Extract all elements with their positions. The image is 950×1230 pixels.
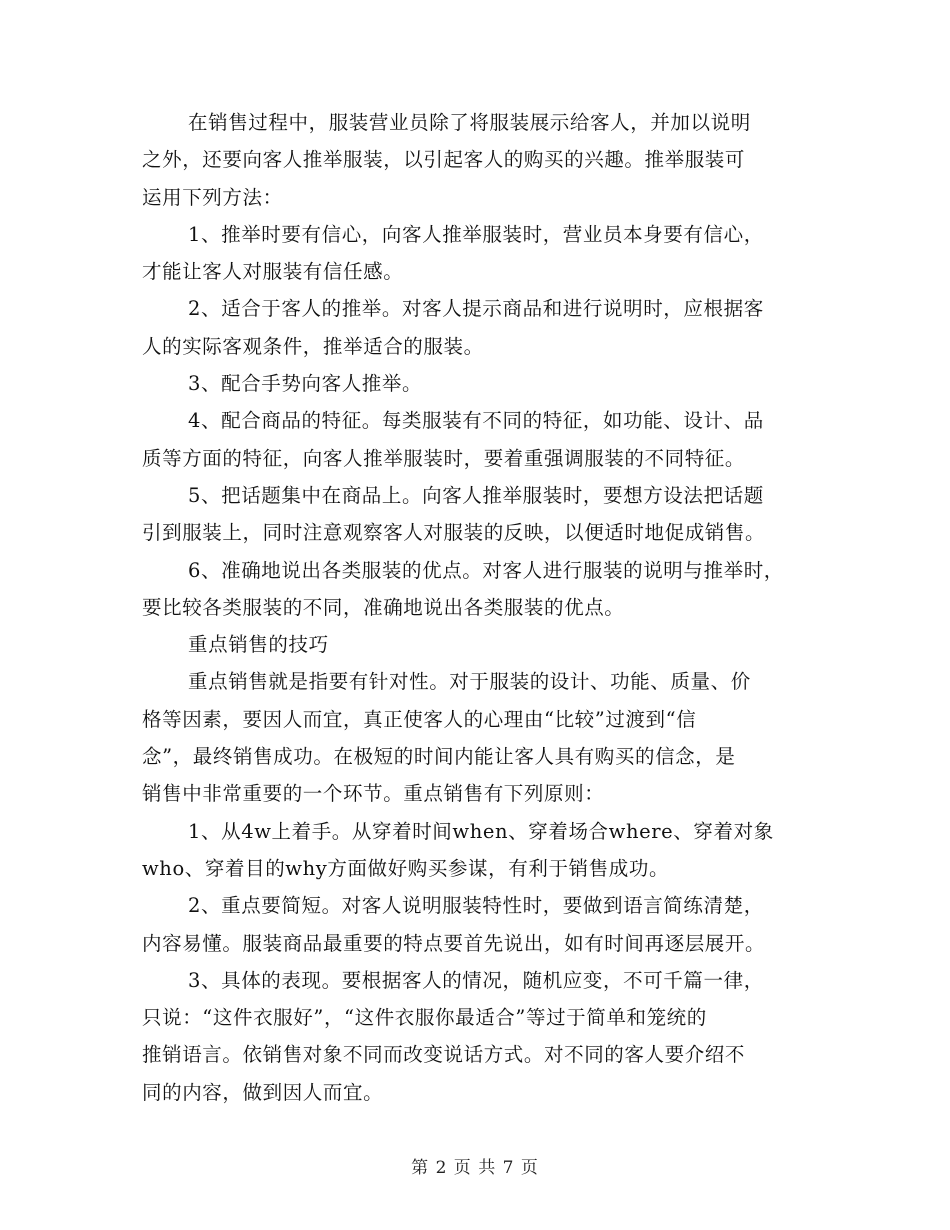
text-line: 3、配合手势向客人推举。 [188, 372, 423, 396]
text-line: 内容易懂。服装商品最重要的特点要首先说出，如有时间再逐层展开。 [142, 931, 766, 955]
text-line: 念”，最终销售成功。在极短的时间内能让客人具有购买的信念，是 [142, 745, 736, 769]
text-line: 才能让客人对服装有信任感。 [142, 260, 404, 284]
text-line: 6、准确地说出各类服装的优点。对客人进行服装的说明与推举时， [188, 558, 784, 582]
section-heading [142, 626, 822, 663]
page-number-footer: 第 2 页 共 7 页 [411, 1158, 539, 1178]
text-line: 销售中非常重要的一个环节。重点销售有下列原则： [142, 782, 605, 806]
text-line: 格等因素，要因人而宜，真正使客人的心理由“比较”过渡到“信 [142, 707, 697, 731]
text-line: 2、重点要简短。对客人说明服装特性时，要做到语言简练清楚， [188, 894, 764, 918]
text-line: 要比较各类服装的不同，准确地说出各类服装的优点。 [142, 595, 625, 619]
list-item [142, 813, 822, 888]
document-body [142, 104, 822, 1111]
list-item [142, 552, 822, 627]
paragraph [142, 104, 822, 216]
text-line: 1、推举时要有信心，向客人推举服装时，营业员本身要有信心， [188, 222, 764, 246]
text-line: 3、具体的表现。要根据客人的情况，随机应变，不可千篇一律， [188, 968, 764, 992]
text-line: 引到服装上，同时注意观察客人对服装的反映，以便适时地促成销售。 [142, 521, 766, 545]
list-item [142, 290, 822, 365]
text-line: 运用下列方法： [142, 185, 283, 209]
list-item [142, 477, 822, 552]
text-line: 1、从4w上着手。从穿着时间when、穿着场合where、穿着对象 [188, 819, 774, 843]
list-item [142, 402, 822, 477]
text-line: 之外，还要向客人推举服装，以引起客人的购买的兴趣。推举服装可 [142, 148, 746, 172]
text-line: 重点销售就是指要有针对性。对于服装的设计、功能、质量、价 [188, 670, 751, 694]
list-item [142, 887, 822, 962]
list-item [142, 962, 822, 1111]
text-line: 人的实际客观条件，推举适合的服装。 [142, 334, 484, 358]
text-line: 同的内容，做到因人而宜。 [142, 1080, 384, 1104]
text-line: 5、把话题集中在商品上。向客人推举服装时，要想方设法把话题 [188, 483, 764, 507]
text-line: 2、适合于客人的推举。对客人提示商品和进行说明时，应根据客 [188, 297, 764, 321]
text-line: 推销语言。依销售对象不同而改变说话方式。对不同的客人要介绍不 [142, 1043, 746, 1067]
text-line: 4、配合商品的特征。每类服装有不同的特征，如功能、设计、品 [188, 409, 764, 433]
text-line: 重点销售的技巧 [188, 633, 329, 657]
paragraph [142, 663, 822, 812]
list-item [142, 216, 822, 291]
text-line: who、穿着目的why方面做好购买参谋，有利于销售成功。 [142, 856, 670, 880]
list-item [142, 365, 822, 402]
text-line: 质等方面的特征，向客人推举服装时，要着重强调服装的不同特征。 [142, 446, 746, 470]
text-line: 在销售过程中，服装营业员除了将服装展示给客人，并加以说明 [188, 111, 751, 134]
text-line: 只说：“这件衣服好”，“这件衣服你最适合”等过于简单和笼统的 [142, 1006, 707, 1030]
